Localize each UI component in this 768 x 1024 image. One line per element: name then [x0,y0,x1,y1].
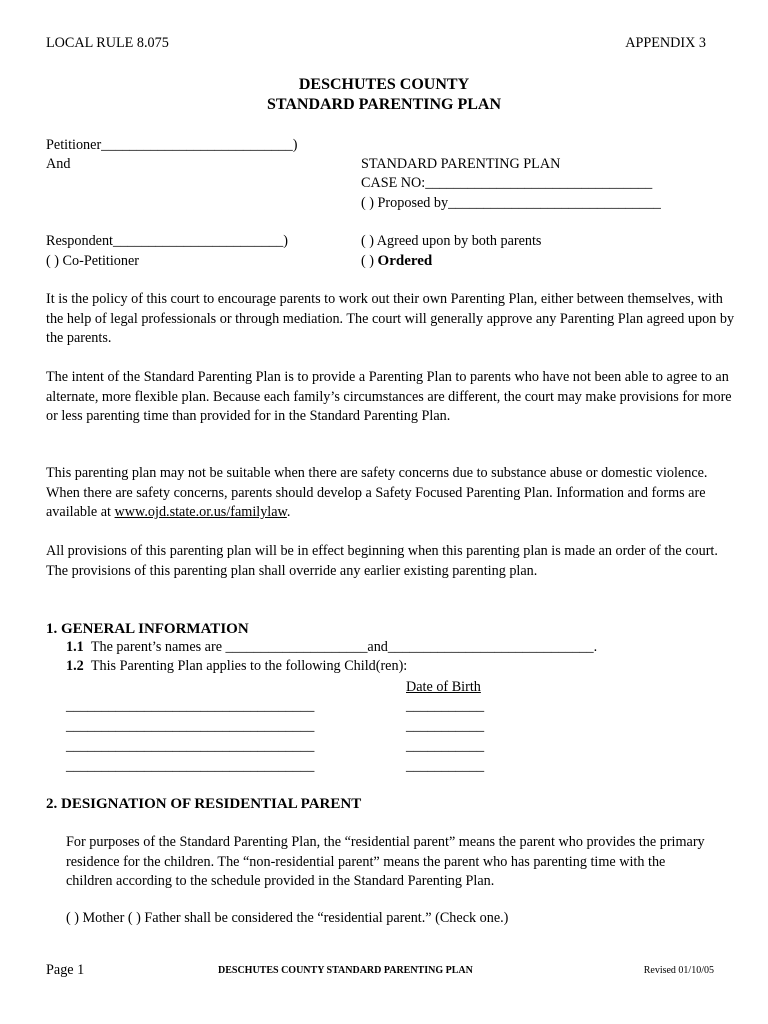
section-2-heading: 2. DESIGNATION OF RESIDENTIAL PARENT [46,796,362,812]
intent-paragraph: The intent of the Standard Parenting Plan is to provide a Parenting Plan to parents who have not been able to agree to an alternate, more flexible plan. Because each family’s circumstances are different, the court may make provisions for more or less parenting time than provided for in the Standard Parenting Plan. [46,369,732,425]
page-number: Page 1 [46,962,85,978]
child-name-field[interactable]: ___________________________________ [66,698,315,714]
child-name-field[interactable]: ___________________________________ [66,738,315,754]
case-number-field[interactable]: CASE NO:________________________________ [361,175,653,191]
respondent-line[interactable]: Respondent________________________) [46,233,288,249]
item-1-1-number: 1.1 [66,639,84,655]
ordered-prefix: ( ) [361,253,378,269]
child-dob-field[interactable]: ___________ [406,758,485,774]
header-appendix: APPENDIX 3 [625,35,706,51]
child-dob-field[interactable]: ___________ [406,738,485,754]
footer-title: DESCHUTES COUNTY STANDARD PARENTING PLAN [218,965,473,976]
document-title-plan: STANDARD PARENTING PLAN [266,96,502,113]
safety-text-end: . [286,504,291,521]
and-label: And [46,156,71,172]
child-dob-field[interactable]: ___________ [406,718,485,734]
policy-paragraph: It is the policy of this court to encourage parents to work out their own Parenting Plan, either between themselves, with the help of legal professionals or through mediation. The court will generally approve any Parenting Plan agreed upon by the parents. [46,291,735,347]
residential-parent-definition: For purposes of the Standard Parenting Plan, the “residential parent” means the parent who provides the primary residence for the children. The “non-residential parent” means the parent who has parenting time with the children according to the schedule provided in the Standard Parenting Plan. [66,834,705,890]
revised-date: Revised 01/10/05 [643,965,714,976]
familylaw-link[interactable]: www.ojd.state.or.us/familylaw [114,504,287,521]
petitioner-line[interactable]: Petitioner___________________________) [46,137,298,153]
agreed-checkbox[interactable]: ( ) Agreed upon by both parents [361,233,542,249]
children-row [66,658,407,675]
parent-names-row [66,639,597,656]
ordered-label: Ordered [377,253,433,269]
child-dob-field[interactable]: ___________ [406,698,485,714]
section-1-heading: 1. GENERAL INFORMATION [46,621,249,637]
date-of-birth-header: Date of Birth [406,679,481,695]
parent-names-field[interactable]: The parent’s names are ____________________and_____________________________. [90,639,598,655]
children-text: This Parenting Plan applies to the following Child(ren): [90,658,408,674]
header-local-rule: LOCAL RULE 8.075 [46,35,169,51]
ordered-checkbox[interactable] [361,252,432,270]
child-name-field[interactable]: ___________________________________ [66,758,315,774]
co-petitioner-checkbox[interactable]: ( ) Co-Petitioner [46,253,139,269]
provisions-paragraph: All provisions of this parenting plan will be in effect beginning when this parenting plan is made an order of the court. The provisions of this parenting plan shall override any earlier existing parenting plan. [46,543,718,579]
child-name-field[interactable]: ___________________________________ [66,718,315,734]
document-title-county: DESCHUTES COUNTY [298,76,470,93]
residential-parent-choice[interactable]: ( ) Mother ( ) Father shall be considered the “residential parent.” (Check one.) [66,910,509,926]
plan-label: STANDARD PARENTING PLAN [361,156,561,172]
item-1-2-number: 1.2 [66,658,84,674]
safety-text: This parenting plan may not be suitable when there are safety concerns due to substance abuse or domestic violence. When there are safety concerns, parents should develop a Safety Focused Parenting Plan. Information and forms are available at [46,465,708,521]
safety-paragraph [46,464,736,523]
proposed-by-field[interactable]: ( ) Proposed by______________________________ [361,195,661,211]
